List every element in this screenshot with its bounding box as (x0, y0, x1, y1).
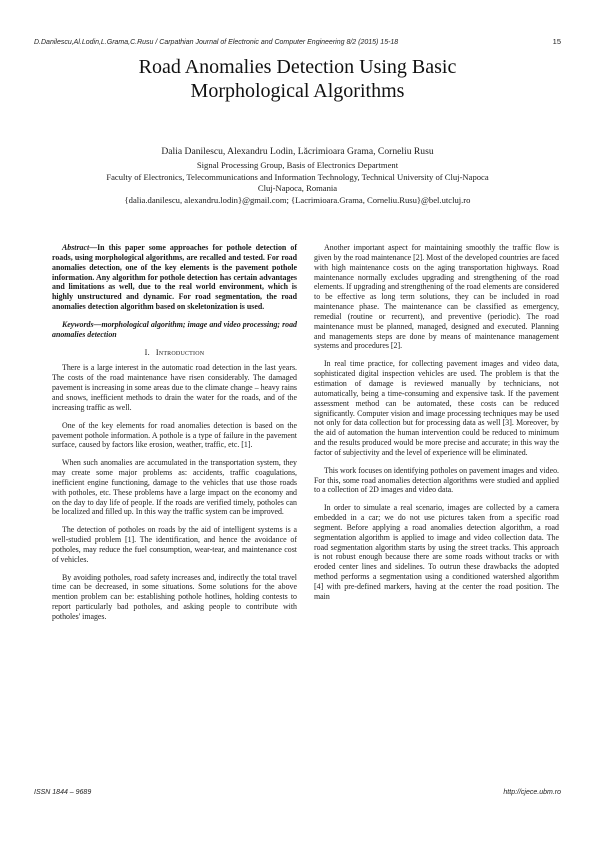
running-header (34, 37, 561, 46)
page-footer (34, 789, 561, 796)
body-paragraph: One of the key elements for road anomalies detection is based on the pavement pothole information. A pothole is a type of failure in the pavement surface, caused by factors like erosion, weather, traffic, etc. [1]. (52, 420, 297, 450)
body-paragraph: This work focuses on identifying potholes on pavement images and video. For this, some road anomalies detection algorithms were studied and applied to a collection of 2D images and video data. (314, 465, 559, 495)
section-title: Introduction (155, 347, 205, 357)
abstract-text: —In this paper some approaches for pothole detection of roads, using morphological algorithms, are recalled and tested. For road anomalies detection, one of the key elements is the pavement pothole information. Any algorithm for pothole detection has certain advantages and limitations as well, due to the real world environment, which is highly unstructured and dynamic. For road segmentation, the road anomalies detection algorithm based on skeletonization is used. (52, 243, 297, 312)
section-numeral: I. (144, 347, 150, 357)
title-block (34, 55, 561, 103)
journal-url: http://cjece.ubm.ro (503, 789, 561, 796)
section-heading (52, 348, 297, 358)
issn: ISSN 1844 – 9689 (34, 789, 92, 796)
body-paragraph: By avoiding potholes, road safety increases and, indirectly the total travel time can be decreased, in some situations. Some solutions for the above mention problem can be: establishing pothole hotlines, holding contests to report particularly bad potholes, and asking people to contribute with potholes' images. (52, 572, 297, 621)
body-paragraph: In real time practice, for collecting pavement images and video data, sophisticated digital inspection vehicles are used. The problem is that the estimation of damage is reviewed manually by technicians, not automatically, being a time-consuming and expensive task. If the pavement assessment method can be automated, these costs can be reduced significantly. Computer vision and image processing techniques may be used not only for data collection but for processing data as well [3]. Moreover, by the aid of automation the human intervention could be reduced to minimum and the results produced would be more precise and accurate; in this way the factor of subjectivity and the level of experience will be eliminated. (314, 359, 559, 457)
affiliation-group: Signal Processing Group, Basis of Electronics Department (196, 160, 399, 171)
right-column (314, 243, 559, 610)
body-paragraph: When such anomalies are accumulated in the transportation system, they may create some major problems as: accidents, traffic coagulations, inefficient engine functioning, damage to the vehicles that use those roads with potholes, etc. These problems have a large impact on the economy and on the day to day life of people. If the roads are verified timely, potholes can be localized and filled up. In this way the traffic system can be improved. (52, 458, 297, 517)
body-paragraph: The detection of potholes on roads by the aid of intelligent systems is a well-studied problem [1]. The identification, and hence the avoidance of potholes, may reduce the fuel consumption, wear-tear, and maintenance cost of vehicles. (52, 525, 297, 564)
abstract (52, 243, 297, 312)
journal-citation: D.Danilescu,Al.Lodin,L.Grama,C.Rusu / Carpathian Journal of Electronic and Computer Engineering 8/2 (2015) 15-18 (34, 39, 399, 46)
body-paragraph: There is a large interest in the automatic road detection in the last years. The costs of the road maintenance have risen considerably. The damaged pavement is increasing in some areas due to the climate change – heavy rains and snows, inefficient methods to drain the water for the roads, and of the increasing traffic as well. (52, 363, 297, 412)
author-list: Dalia Danilescu, Alexandru Lodin, Lăcrimioara Grama, Corneliu Rusu (161, 146, 434, 157)
author-emails: {dalia.danilescu, alexandru.lodin}@gmail.com; {Lacrimioara.Grama, Corneliu.Rusu}@bel.utcluj.ro (124, 194, 471, 205)
keywords: Keywords—morphological algorithm; image and video processing; road anomalies detection (52, 319, 297, 339)
affiliation-faculty: Faculty of Electronics, Telecommunications and Information Technology, Technical University of Cluj-Napoca (106, 171, 489, 182)
body-paragraph: Another important aspect for maintaining smoothly the traffic flow is given by the road maintenance [2]. Most of the developed countries are faced with high maintenance costs on the aging transportation highways. Road maintenance normally excludes upgrading and strengthening of the road elements. If upgrading and strengthening of the road elements are considered to be effective as long term solutions, they can be included in road maintenance phase. The maintenance can be classified as emergency, remedial (routine or recurrent), and preventive (periodic). The road maintenance must be planned, managed, designed and executed. Planning and managements steps are done by means of maintenance management systems and procedures [2]. (314, 243, 559, 351)
authors-block (34, 146, 561, 206)
abstract-label: Abstract (62, 243, 90, 252)
title-line: Road Anomalies Detection Using Basic (138, 56, 457, 78)
page-number: 15 (552, 37, 561, 46)
left-column (52, 243, 297, 630)
title-line: Morphological Algorithms (190, 80, 405, 102)
affiliation-city: Cluj-Napoca, Romania (257, 183, 338, 194)
body-paragraph: In order to simulate a real scenario, images are collected by a camera embedded in a car; we do not use pictures taken from a specific road segment. Before applying a road anomalies detection algorithm, a road segmentation algorithm is applied to image and video collection data. The road segmentation algorithm starts by using the street tracks. This approach is not robust enough because there are some roads without tracks or with eroded center lines and sidelines. To outrun these drawbacks the adopted method performs a segmentation using a conditioned watershed algorithm [4] with pre-defined markers, having at the center the road position. The main (314, 503, 559, 601)
paper-title (34, 55, 561, 103)
